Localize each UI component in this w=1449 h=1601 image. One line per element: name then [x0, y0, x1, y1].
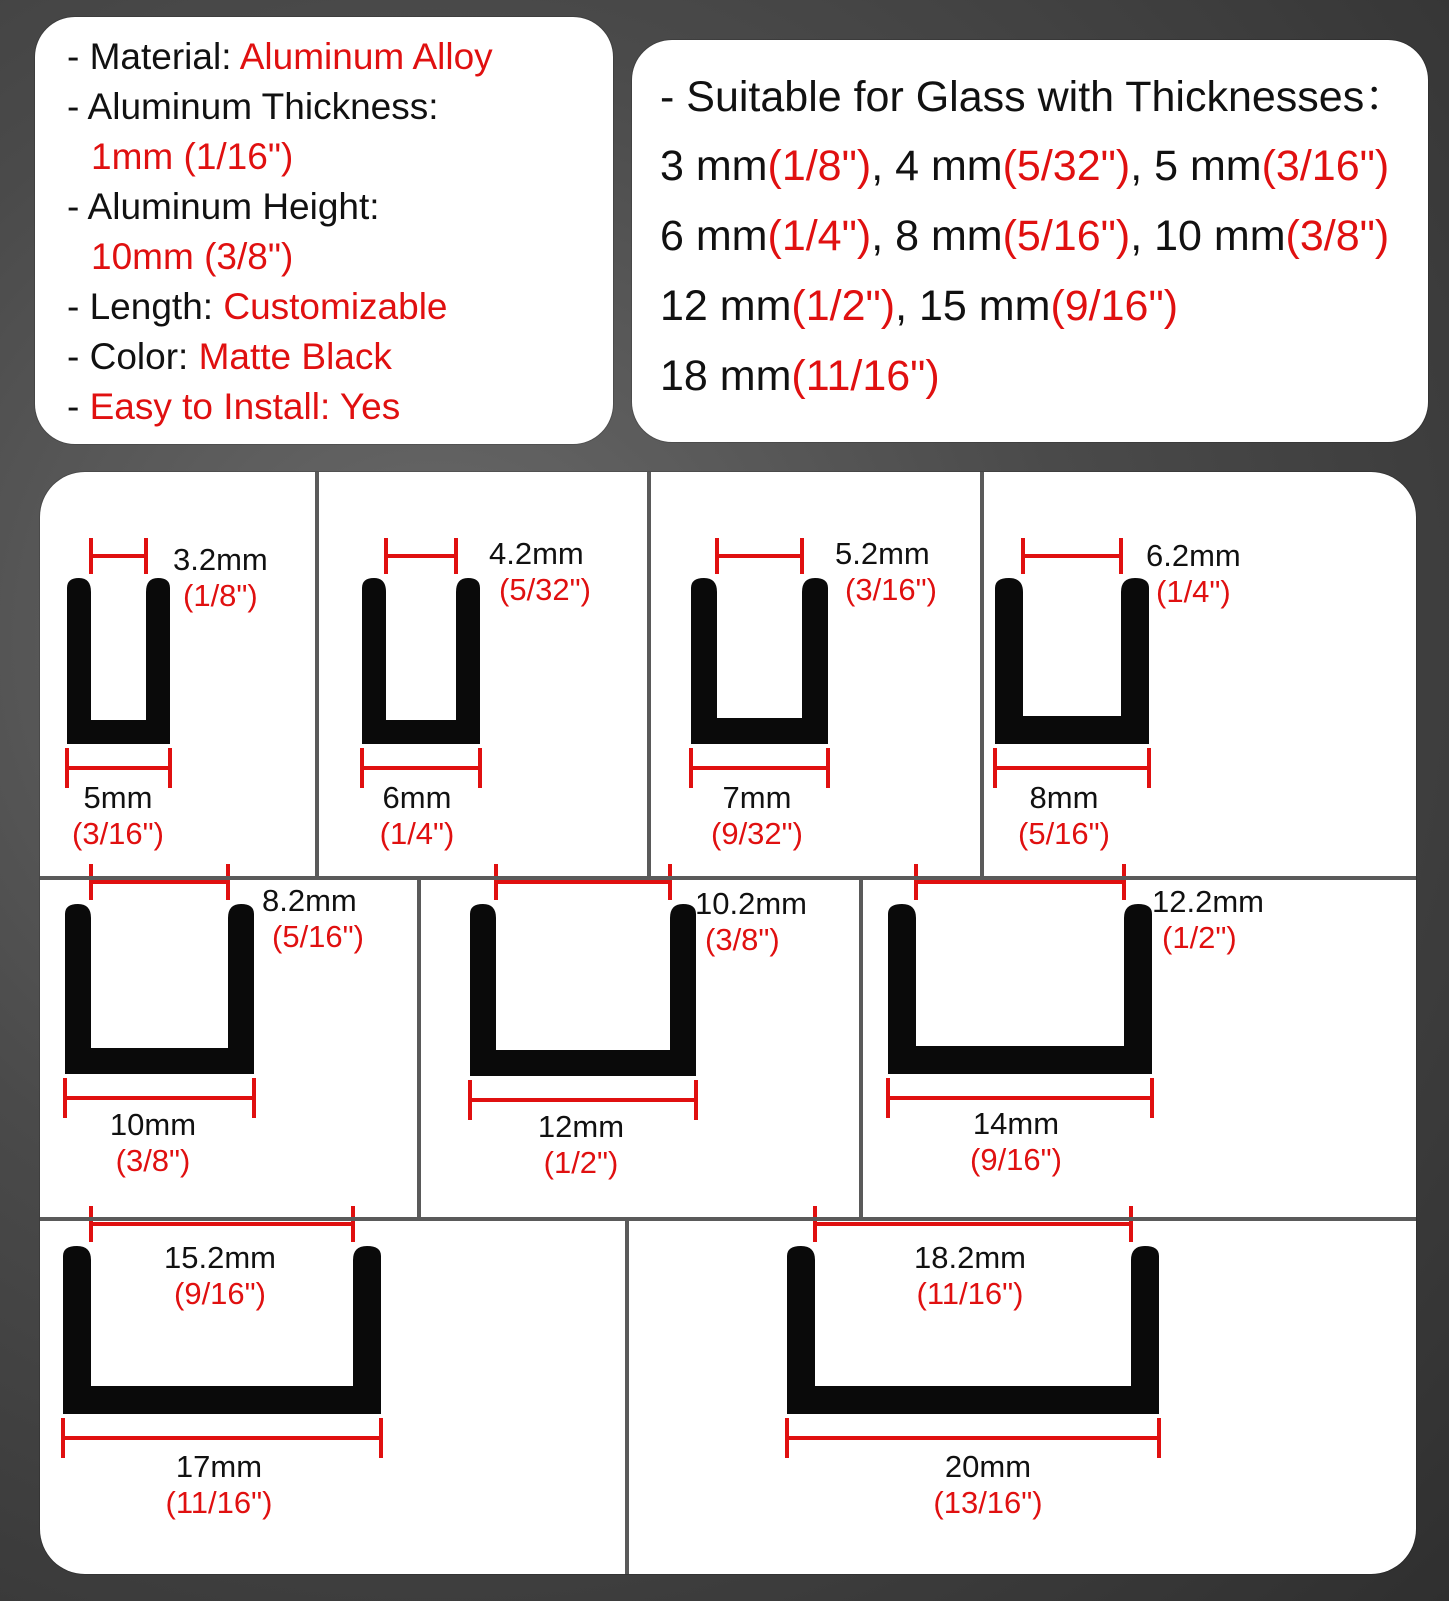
- outer-width-inch: (11/16"): [165, 1485, 273, 1520]
- glass-mm: 6 mm: [660, 212, 768, 260]
- outer-width-inch: (3/16"): [72, 816, 164, 851]
- column-divider: [980, 472, 984, 876]
- u-channel-profile: [362, 578, 480, 744]
- glass-row: [660, 212, 1389, 260]
- glass-inch: (1/8"): [767, 142, 872, 190]
- inner-width-mm: 5.2mm: [835, 536, 930, 571]
- inner-width-inch: (3/16"): [845, 572, 937, 607]
- outer-width-inch: (5/16"): [1018, 816, 1110, 851]
- outer-width-mm: 12mm: [537, 1109, 625, 1144]
- glass-row: [660, 282, 1178, 330]
- column-divider: [647, 472, 651, 876]
- outer-width-inch: (1/2"): [543, 1145, 619, 1180]
- outer-width-inch: (1/4"): [379, 816, 455, 851]
- inner-width-inch: (3/8"): [705, 922, 780, 957]
- glass-mm: 10 mm: [1154, 212, 1286, 260]
- spec-color: - Color: Matte Black: [67, 336, 392, 377]
- outer-width-mm: 17mm: [175, 1449, 263, 1484]
- spec-height-label: - Aluminum Height:: [67, 186, 380, 227]
- inner-width-inch: (1/8"): [183, 578, 258, 613]
- spec-thickness-label: - Aluminum Thickness:: [67, 86, 439, 127]
- inner-width-mm: 12.2mm: [1152, 884, 1264, 919]
- glass-heading: - Suitable for Glass with Thicknesses：: [660, 73, 1408, 121]
- u-channel-profile: [691, 578, 828, 744]
- glass-separator: ,: [1130, 142, 1155, 190]
- glass-inch: (5/32"): [1002, 142, 1131, 190]
- glass-inch: (1/4"): [767, 212, 872, 260]
- glass-inch: (3/16"): [1261, 142, 1390, 190]
- column-divider: [859, 880, 863, 1217]
- inner-width-mm: 18.2mm: [914, 1240, 1026, 1275]
- inner-width-inch: (1/2"): [1162, 920, 1237, 955]
- outer-width-mm: 10mm: [109, 1107, 197, 1142]
- inner-width-mm: 10.2mm: [695, 886, 807, 921]
- spec-install: - Easy to Install: Yes: [67, 386, 401, 427]
- glass-separator: ,: [1130, 212, 1155, 260]
- glass-inch: (5/16"): [1002, 212, 1131, 260]
- glass-mm: 12 mm: [660, 282, 792, 330]
- glass-inch: (1/2"): [791, 282, 896, 330]
- inner-width-inch: (1/4"): [1156, 574, 1231, 609]
- glass-separator: ,: [895, 282, 920, 330]
- row-divider: [40, 1217, 1416, 1221]
- inner-width-inch: (9/16"): [174, 1276, 266, 1311]
- glass-mm: 4 mm: [895, 142, 1003, 190]
- u-channel-profile: [995, 578, 1149, 744]
- column-divider: [417, 880, 421, 1217]
- glass-inch: (3/8"): [1285, 212, 1390, 260]
- outer-width-inch: (9/32"): [711, 816, 803, 851]
- u-channel-profile: [65, 904, 254, 1074]
- inner-width-mm: 4.2mm: [489, 536, 584, 571]
- outer-width-inch: (3/8"): [115, 1143, 191, 1178]
- outer-width-mm: 7mm: [722, 780, 792, 815]
- outer-width-mm: 6mm: [382, 780, 452, 815]
- u-channel-profile: [67, 578, 170, 744]
- inner-width-mm: 8.2mm: [262, 883, 357, 918]
- glass-mm: 18 mm: [660, 352, 792, 400]
- profile-grid: [40, 472, 1416, 1574]
- glass-mm: 8 mm: [895, 212, 1003, 260]
- row-divider: [40, 876, 1416, 880]
- glass-inch: (11/16"): [791, 352, 940, 400]
- glass-mm: 15 mm: [919, 282, 1051, 330]
- inner-width-mm: 3.2mm: [173, 542, 268, 577]
- inner-width-mm: 15.2mm: [164, 1240, 276, 1275]
- glass-mm: 3 mm: [660, 142, 768, 190]
- glass-thickness-card: [632, 40, 1428, 442]
- glass-mm: 5 mm: [1154, 142, 1262, 190]
- column-divider: [625, 1221, 629, 1574]
- outer-width-mm: 8mm: [1029, 780, 1099, 815]
- profiles-drawing: [40, 472, 1416, 1574]
- inner-width-inch: (11/16"): [916, 1276, 1024, 1311]
- glass-separator: ,: [871, 212, 896, 260]
- u-channel-profile: [888, 904, 1152, 1074]
- spec-material: - Material: Aluminum Alloy: [67, 36, 493, 77]
- column-divider: [315, 472, 319, 876]
- outer-width-mm: 14mm: [972, 1106, 1060, 1141]
- specs-card: [35, 17, 613, 444]
- inner-width-inch: (5/16"): [272, 919, 364, 954]
- outer-width-inch: (9/16"): [970, 1142, 1062, 1177]
- glass-inch: (9/16"): [1050, 282, 1179, 330]
- outer-width-inch: (13/16"): [933, 1485, 1043, 1520]
- glass-row: [660, 142, 1389, 190]
- spec-thickness-value: 1mm (1/16"): [91, 136, 294, 177]
- inner-width-inch: (5/32"): [499, 572, 591, 607]
- glass-separator: ,: [871, 142, 896, 190]
- u-channel-profile: [470, 904, 696, 1076]
- spec-length: - Length: Customizable: [67, 286, 448, 327]
- outer-width-mm: 20mm: [944, 1449, 1032, 1484]
- glass-row: [660, 352, 940, 400]
- inner-width-mm: 6.2mm: [1146, 538, 1241, 573]
- spec-height-value: 10mm (3/8"): [91, 236, 294, 277]
- outer-width-mm: 5mm: [83, 780, 153, 815]
